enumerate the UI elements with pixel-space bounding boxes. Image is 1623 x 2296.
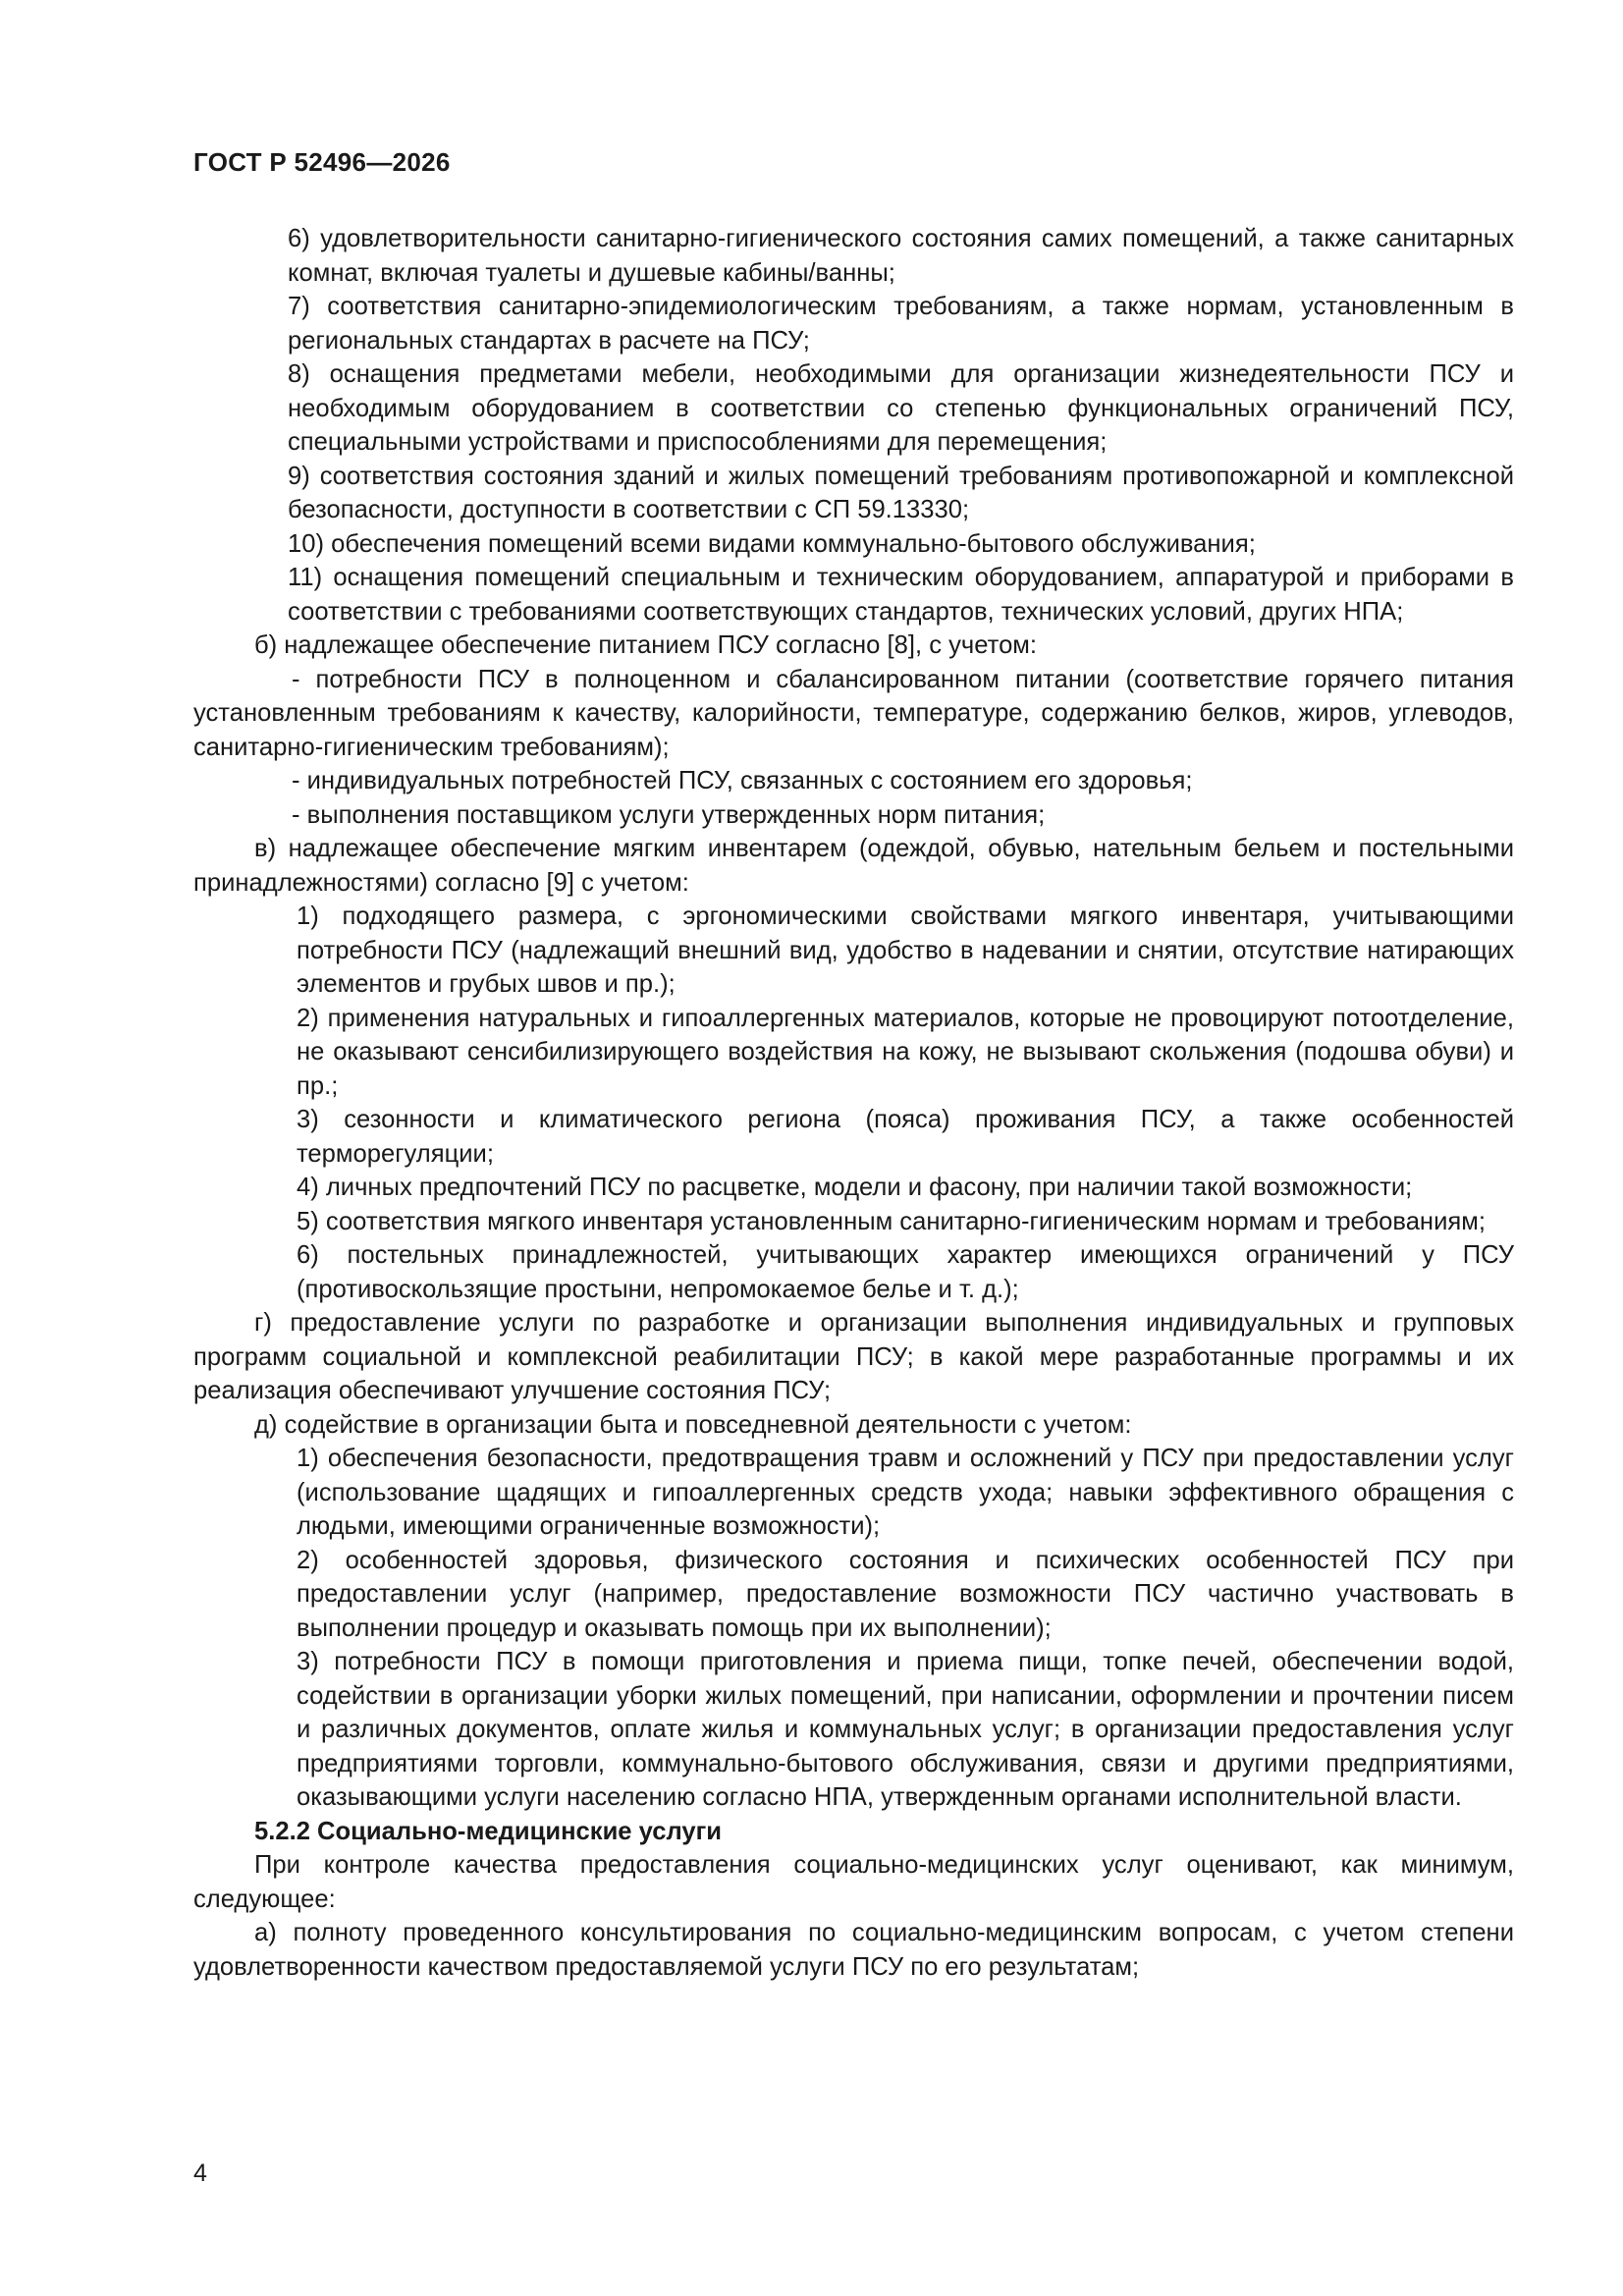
list-item: 4) личных предпочтений ПСУ по расцветке, модели и фасону, при наличии такой возможности; [297,1174,1413,1201]
list-item: 11) оснащения помещений специальным и техническим оборудованием, аппаратурой и приборами в соответствии с требованиями соответствующих стандартов, технических условий, других НПА; [288,564,1514,626]
page-number: 4 [193,2159,207,2187]
list-item: - потребности ПСУ в полноценном и сбалансированном питании (соответствие горячего питания установленным требованиям к качеству, калорийности, температуре, содержанию белков, жиров, углеводов, санитарно-гигиеническим требованиям); [193,665,1514,761]
list-item: 2) применения натуральных и гипоаллергенных материалов, которые не провоцируют потоотделение, не оказывают сенсибилизирующего воздействия на кожу, не вызывают скольжения (подошва обуви) и пр.; [297,1004,1514,1100]
list-item: 3) сезонности и климатического региона (пояса) проживания ПСУ, а также особенностей терморегуляции; [297,1106,1514,1168]
list-item: 2) особенностей здоровья, физического состояния и психических особенностей ПСУ при предоставлении услуг (например, предоставление возможности ПСУ частично участвовать в выполнении процедур и оказывать помощь при их выполнении); [297,1546,1514,1642]
list-item: 5) соответствия мягкого инвентаря установленным санитарно-гигиеническим нормам и требованиям; [297,1207,1486,1235]
list-item: 8) оснащения предметами мебели, необходимыми для организации жизнедеятельности ПСУ и необходимым оборудованием в соответствии со степенью функциональных ограничений ПСУ, специальными устройствами и приспособлениями для перемещения; [288,360,1514,456]
list-item: - выполнения поставщиком услуги утвержденных норм питания; [292,800,1046,829]
paragraph-v: в) надлежащее обеспечение мягким инвентарем (одеждой, обувью, нательным бельем и постельными принадлежностями) согласно [9] с учетом: [193,835,1514,897]
list-item: - индивидуальных потребностей ПСУ, связанных с состоянием его здоровья; [292,767,1193,794]
list-item: 10) обеспечения помещений всеми видами коммунально-бытового обслуживания; [288,529,1256,558]
list-item: 6) удовлетворительности санитарно-гигиенического состояния самих помещений, а также санитарных комнат, включая туалеты и душевые кабины/ванны; [288,225,1514,287]
paragraph-b: б) надлежащее обеспечение питанием ПСУ согласно [8], с учетом: [254,631,1038,659]
list-item: 3) потребности ПСУ в помощи приготовления и приема пищи, топке печей, обеспечении водой, содействии в организации уборки жилых помещений, при написании, оформлении и прочтении писем и различных документов, оплате жилья и коммунальных услуг; в организации предоставления услуг предприятиями торговли, коммунально-бытового обслуживания, связи и другими предприятиями, оказывающими услуги населению согласно НПА, утвержденным органами исполнительной власти. [297,1648,1514,1811]
list-item: 7) соответствия санитарно-эпидемиологическим требованиям, а также нормам, установленным в региональных стандартах в расчете на ПСУ; [288,293,1514,355]
document-header: ГОСТ Р 52496—2026 [193,147,451,177]
section-intro: При контроле качества предоставления социально-медицинских услуг оценивают, как минимум, следующее: [193,1851,1514,1913]
list-item: 1) обеспечения безопасности, предотвращения травм и осложнений у ПСУ при предоставлении услуг (использование щадящих и гипоаллергенных средств ухода; навыки эффективного обращения с людьми, имеющими ограниченные возможности); [297,1445,1514,1540]
paragraph-d: д) содействие в организации быта и повседневной деятельности с учетом: [254,1410,1132,1439]
list-item: 6) постельных принадлежностей, учитывающих характер имеющихся ограничений у ПСУ (противоскользящие простыни, непромокаемое белье и т. д.); [297,1241,1514,1303]
document-body [193,222,1514,1984]
section-heading: 5.2.2 Социально-медицинские услуги [254,1817,723,1845]
paragraph-g: г) предоставление услуги по разработке и организации выполнения индивидуальных и групповых программ социальной и комплексной реабилитации ПСУ; в какой мере разработанные программы и их реализация обеспечивают улучшение состояния ПСУ; [193,1309,1514,1404]
list-item: а) полноту проведенного консультирования по социально-медицинским вопросам, с учетом степени удовлетворенности качеством предоставляемой услуги ПСУ по его результатам; [193,1919,1514,1981]
list-item: 1) подходящего размера, с эргономическими свойствами мягкого инвентаря, учитывающими потребности ПСУ (надлежащий внешний вид, удобство в надевании и снятии, отсутствие натирающих элементов и грубых швов и пр.); [297,902,1514,998]
list-item: 9) соответствия состояния зданий и жилых помещений требованиям противопожарной и комплексной безопасности, доступности в соответствии с СП 59.13330; [288,462,1514,523]
